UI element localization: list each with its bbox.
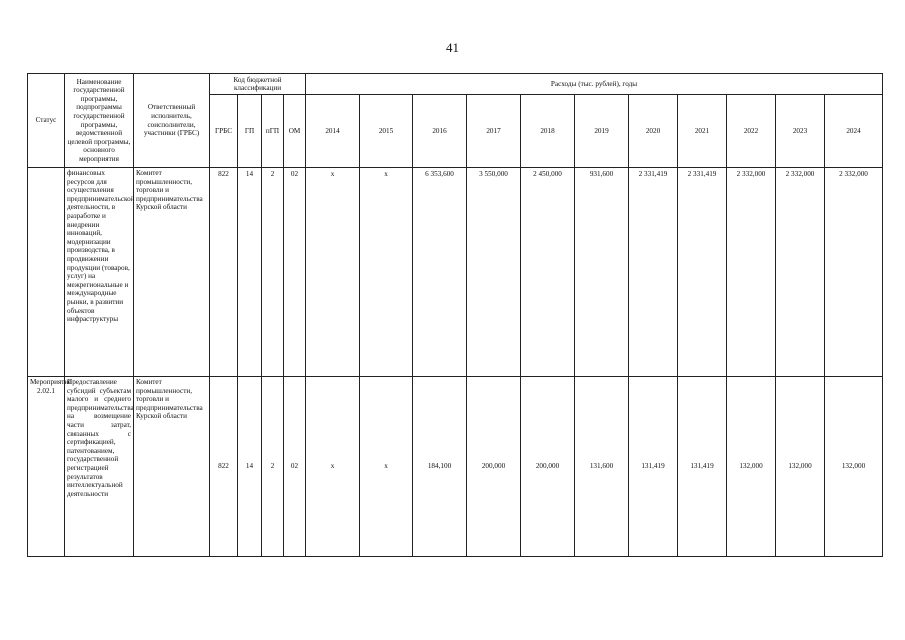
- row-code-pgp: 2: [262, 168, 284, 377]
- row-name: Предоставление субсидий субъектам малого и среднего предпринимательства на возмещение части затрат, связанных с сертификацией, патентованием, государственной регистрацией результатов интеллектуальной деятельности: [65, 377, 134, 557]
- header-year-2024: 2024: [825, 95, 883, 168]
- row-value-2020: 131,419: [629, 377, 678, 557]
- row-value-2023: 132,000: [776, 377, 825, 557]
- header-expenses: Расходы (тыс. рублей), годы: [306, 74, 883, 95]
- header-year-2014: 2014: [306, 95, 360, 168]
- row-value-2024: 2 332,000: [825, 168, 883, 377]
- table-row: [28, 377, 883, 557]
- header-year-2018: 2018: [521, 95, 575, 168]
- row-executor: Комитет промышленности, торговли и предпринимательства Курской области: [134, 168, 210, 377]
- row-code-grbs: 822: [210, 377, 238, 557]
- table-row: [28, 168, 883, 377]
- row-code-om: 02: [284, 168, 306, 377]
- header-year-2022: 2022: [727, 95, 776, 168]
- row-code-gp: 14: [238, 168, 262, 377]
- row-code-pgp: 2: [262, 377, 284, 557]
- header-year-2020: 2020: [629, 95, 678, 168]
- row-status: [28, 168, 65, 377]
- row-value-2019: 131,600: [575, 377, 629, 557]
- row-value-2017: 200,000: [467, 377, 521, 557]
- row-value-2019: 931,600: [575, 168, 629, 377]
- row-value-2016: 184,100: [413, 377, 467, 557]
- header-name: Наименование государственной программы, подпрограммы государственной программы, ведомственной целевой программы, основного мероприятия: [65, 74, 134, 168]
- row-value-2021: 2 331,419: [678, 168, 727, 377]
- row-status: Мероприятие 2.02.1: [28, 377, 65, 557]
- header-year-2017: 2017: [467, 95, 521, 168]
- row-value-2023: 2 332,000: [776, 168, 825, 377]
- header-status: Статус: [28, 74, 65, 168]
- row-executor: Комитет промышленности, торговли и предпринимательства Курской области: [134, 377, 210, 557]
- row-code-grbs: 822: [210, 168, 238, 377]
- header-year-2021: 2021: [678, 95, 727, 168]
- header-year-2015: 2015: [360, 95, 413, 168]
- row-value-2014: x: [306, 377, 360, 557]
- header-code-om: ОМ: [284, 95, 306, 168]
- header-year-2019: 2019: [575, 95, 629, 168]
- row-value-2020: 2 331,419: [629, 168, 678, 377]
- row-value-2018: 200,000: [521, 377, 575, 557]
- row-value-2015: x: [360, 168, 413, 377]
- header-year-2016: 2016: [413, 95, 467, 168]
- row-value-2014: x: [306, 168, 360, 377]
- row-value-2021: 131,419: [678, 377, 727, 557]
- row-value-2022: 2 332,000: [727, 168, 776, 377]
- header-code-grbs: ГРБС: [210, 95, 238, 168]
- row-code-gp: 14: [238, 377, 262, 557]
- header-code-pgp: пГП: [262, 95, 284, 168]
- row-code-om: 02: [284, 377, 306, 557]
- row-value-2018: 2 450,000: [521, 168, 575, 377]
- budget-table: [27, 73, 883, 557]
- header-code-gp: ГП: [238, 95, 262, 168]
- header-executor: Ответственный исполнитель, соисполнители, участники (ГРБС): [134, 74, 210, 168]
- page-number: 41: [446, 40, 459, 55]
- row-value-2024: 132,000: [825, 377, 883, 557]
- row-value-2017: 3 550,000: [467, 168, 521, 377]
- row-value-2015: x: [360, 377, 413, 557]
- header-budget-code: Код бюджетной классификации: [210, 74, 306, 95]
- row-value-2022: 132,000: [727, 377, 776, 557]
- row-name: финансовых ресурсов для осуществления предпринимательской деятельности, в разработке и внедрении инноваций, модернизации производства, в продвижении продукции (товаров, услуг) на межрегиональные и международные рынки, в развитии объектов инфраструктуры: [65, 168, 134, 377]
- row-value-2016: 6 353,600: [413, 168, 467, 377]
- header-year-2023: 2023: [776, 95, 825, 168]
